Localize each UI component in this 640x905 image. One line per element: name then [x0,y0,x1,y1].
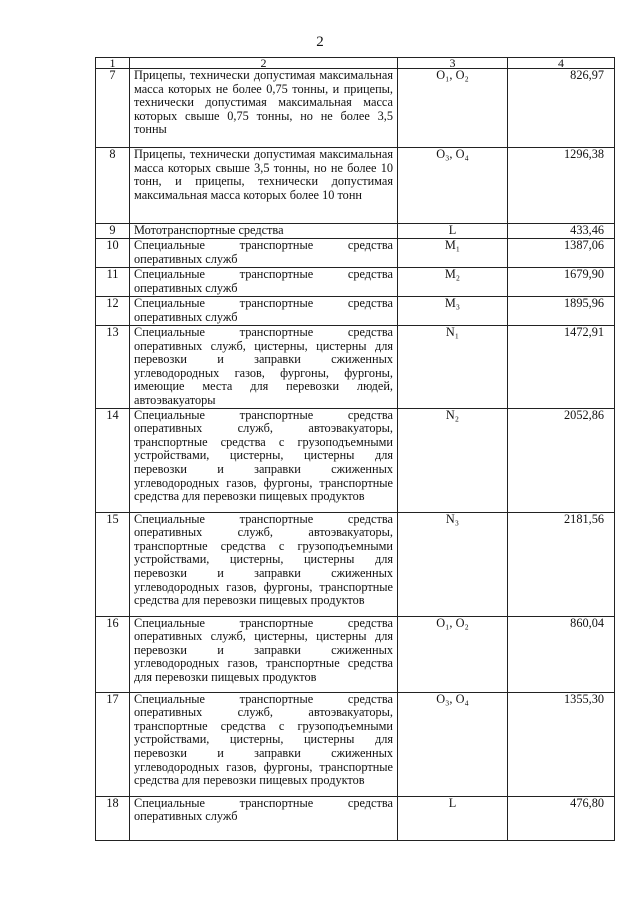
row-value: 860,04 [508,616,615,692]
row-number: 17 [96,692,130,796]
column-header: 1 [96,58,130,69]
row-description: Специальные транспортные средства оперативных служб [130,268,398,297]
row-number: 9 [96,224,130,239]
row-value: 1296,38 [508,148,615,224]
row-value: 1355,30 [508,692,615,796]
row-value: 2181,56 [508,512,615,616]
row-description: Специальные транспортные средства оперативных служб [130,297,398,326]
row-category: O₁, O₂ [398,616,508,692]
tariff-table [95,57,615,841]
row-number: 10 [96,239,130,268]
row-number: 11 [96,268,130,297]
row-category: L [398,796,508,840]
row-category: M₃ [398,297,508,326]
row-value: 433,46 [508,224,615,239]
row-description: Специальные транспортные средства оперативных служб, автоэвакуаторы, транспортные средства с грузоподъемными устройствами, цистерны, цистерны для перевозки и заправки сжиженных углеводородных газов, фургоны, транспортные средства для перевозки пищевых продуктов [130,692,398,796]
row-number: 13 [96,326,130,409]
column-header: 3 [398,58,508,69]
row-number: 15 [96,512,130,616]
row-description: Специальные транспортные средства оперативных служб [130,239,398,268]
row-value: 1679,90 [508,268,615,297]
row-description: Специальные транспортные средства оперативных служб, цистерны, цистерны для перевозки и заправки сжиженных углеводородных газов, транспортные средства для перевозки пищевых продуктов [130,616,398,692]
column-header: 2 [130,58,398,69]
table-row [96,69,615,148]
table-row [96,616,615,692]
row-value: 1895,96 [508,297,615,326]
row-category: M₁ [398,239,508,268]
table-row [96,224,615,239]
row-category: N₃ [398,512,508,616]
table-row [96,239,615,268]
table-row [96,692,615,796]
row-description: Мототранспортные средства [130,224,398,239]
row-category: N₁ [398,326,508,409]
row-category: O₃, O₄ [398,148,508,224]
row-description: Специальные транспортные средства оперативных служб, автоэвакуаторы, транспортные средства с грузоподъемными устройствами, цистерны, цистерны для перевозки и заправки сжиженных углеводородных газов, фургоны, транспортные средства для перевозки пищевых продуктов [130,512,398,616]
row-value: 1387,06 [508,239,615,268]
row-number: 12 [96,297,130,326]
row-number: 18 [96,796,130,840]
row-value: 476,80 [508,796,615,840]
row-category: L [398,224,508,239]
row-number: 8 [96,148,130,224]
row-number: 16 [96,616,130,692]
row-description: Специальные транспортные средства оперативных служб, цистерны, цистерны для перевозки и заправки сжиженных углеводородных газов, фургоны, фургоны, имеющие места для перевозки людей, автоэвакуаторы [130,326,398,409]
row-number: 7 [96,69,130,148]
row-category: M₂ [398,268,508,297]
row-description: Специальные транспортные средства оперативных служб [130,796,398,840]
row-description: Специальные транспортные средства оперативных служб, автоэвакуаторы, транспортные средства с грузоподъемными устройствами, цистерны, цистерны для перевозки и заправки сжиженных углеводородных газов, фургоны, транспортные средства для перевозки пищевых продуктов [130,408,398,512]
row-value: 826,97 [508,69,615,148]
table-row [96,326,615,409]
table-row [96,148,615,224]
table-row [96,796,615,840]
table-row [96,297,615,326]
column-header: 4 [508,58,615,69]
row-category: O₃, O₄ [398,692,508,796]
table-row [96,268,615,297]
table-row [96,512,615,616]
table-row [96,408,615,512]
row-category: N₂ [398,408,508,512]
header-row [96,58,615,69]
page-number: 2 [316,34,324,50]
row-number: 14 [96,408,130,512]
row-value: 2052,86 [508,408,615,512]
row-description: Прицепы, технически допустимая максимальная масса которых не более 0,75 тонны, и прицепы, технически допустимая максимальная масса которых свыше 0,75 тонны, но не более 3,5 тонны [130,69,398,148]
row-value: 1472,91 [508,326,615,409]
row-description: Прицепы, технически допустимая максимальная масса которых свыше 3,5 тонны, но не более 10 тонн, и прицепы, технически допустимая максимальная масса которых более 10 тонн [130,148,398,224]
row-category: O₁, O₂ [398,69,508,148]
